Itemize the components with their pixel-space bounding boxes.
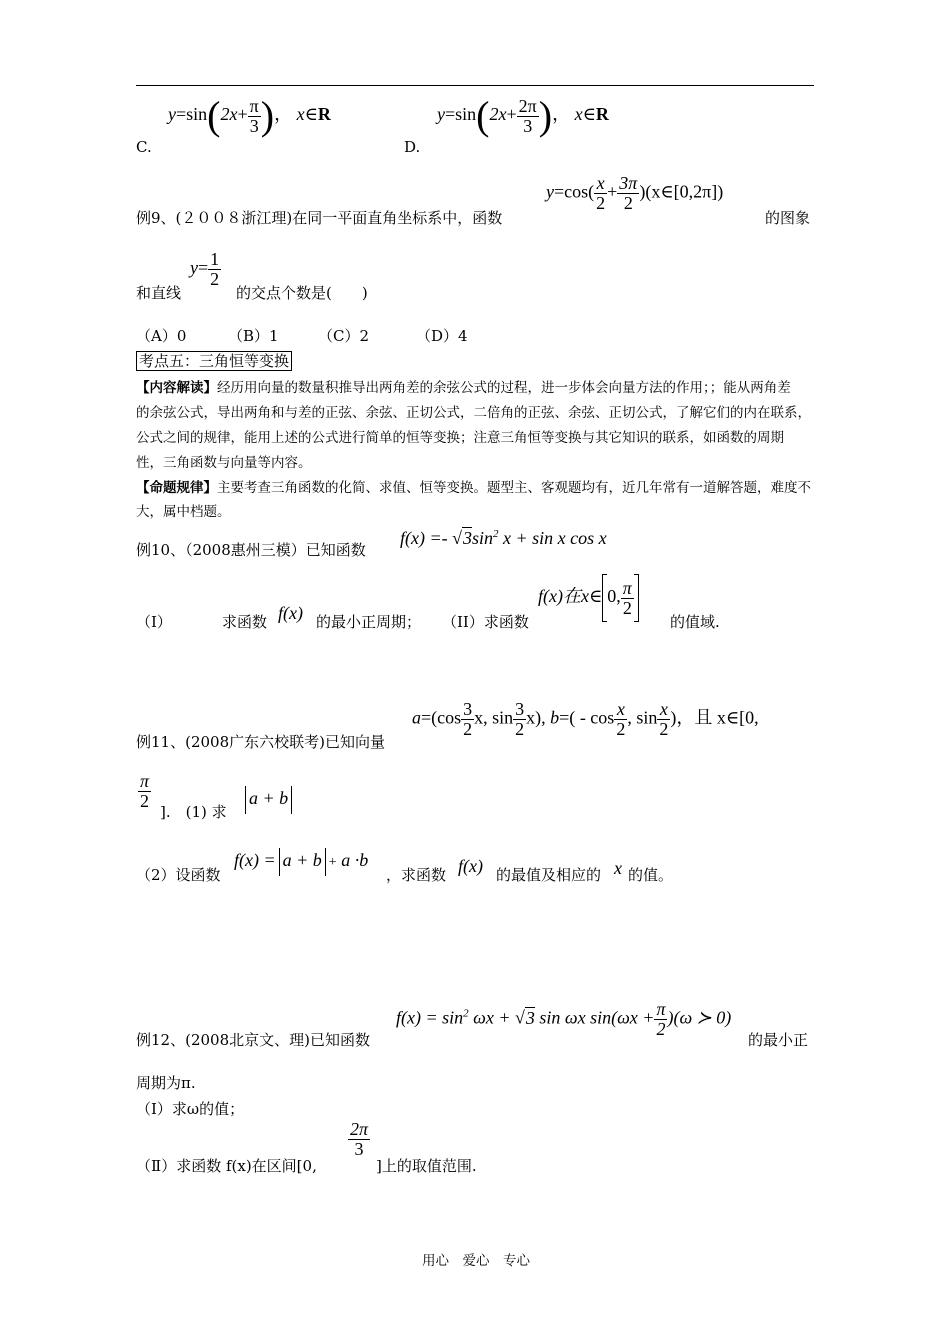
section5-content-line1: 【内容解读】经历用向量的数量积推导出两角差的余弦公式的过程，进一步体会向量方法的作用；；能从两角差 <box>136 380 791 396</box>
section5-rule-line1: 【命题规律】主要考查三角函数的化简、求值、恒等变换。题型主、客观题均有，近几年常有一道解答题，难度不 <box>136 480 811 496</box>
option-c-formula: y=sin(2x+ $\frac{\pi}{3}$ )， x∈R <box>168 93 331 138</box>
section5-title: 考点五：三角恒等变换 <box>136 350 292 371</box>
example10-part2-formula: f(x)在x∈ 0, $\frac{\pi}{2}$ <box>538 574 639 622</box>
example10-part2-label: （II）求函数 <box>442 613 529 631</box>
example11-part2-fx: f(x) <box>458 856 483 876</box>
example9-choice-b: （B）1 <box>228 327 279 345</box>
example12-part2-b: ]上的取值范围. <box>376 1157 477 1175</box>
example11-part2-label: （2）设函数 <box>136 866 221 884</box>
section5-content-line4: 性，三角函数与向量等内容。 <box>136 455 312 471</box>
example10-part1-tail: 的最小正周期； <box>316 613 422 631</box>
page-footer: 用心 爱心 专心 <box>422 1253 530 1269</box>
example12-part2-a: （Ⅱ）求函数 f(x)在区间[0, <box>136 1157 317 1175</box>
section5-content-line3: 公式之间的规律，能用上述的公式进行简单的恒等变换；注意三角恒等变换与其它知识的联系，如函数的周期 <box>136 430 784 446</box>
example11-part2-text2: 的最值及相应的 <box>496 866 602 884</box>
example10-part2-tail: 的值域. <box>670 613 720 631</box>
example12-part1: （Ⅰ）求ω的值； <box>136 1100 245 1118</box>
option-d-formula: y=sin(2x+ $\frac{2\pi}{3}$ )， x∈R <box>437 93 609 138</box>
option-d-label: D. <box>404 138 421 156</box>
example11-text: 例11、(2008广东六校联考)已知向量 <box>136 733 385 751</box>
example12-part2-frac: $\frac{2\pi}{3}$ <box>350 1119 369 1159</box>
example9-choice-c: （C）2 <box>318 327 370 345</box>
example9-line2-a: 和直线 <box>136 284 182 302</box>
example9-line-formula: y= $\frac{1}{2}$ <box>190 249 220 289</box>
example10-part1-fx: f(x) <box>278 603 303 623</box>
example11-line2-text: ]. (1) 求 <box>160 803 227 821</box>
example12-formula: $f(x) = \sin^2 \omega x + √3$ sin ωx sin(ωx + $\frac{\pi}{2}$ )(ω ≻ 0) <box>396 999 732 1039</box>
example9-text: 例9、(２００８浙江理)在同一平面直角坐标系中，函数 <box>136 209 503 227</box>
example9-formula: y=cos( $\frac{x}{2}$ + $\frac{3\pi}{2}$ )(x∈[0,2π]) <box>546 173 724 213</box>
example11-part2-formula: f(x) = a + b + a ·b <box>234 848 368 876</box>
example9-text-tail: 的图象 <box>765 209 811 227</box>
example11-abs-expr: a + b <box>242 786 295 814</box>
section5-rule-line2: 大，属中档题。 <box>136 504 231 520</box>
section5-content-line2: 的余弦公式，导出两角和与差的正弦、余弦、正切公式，二倍角的正弦、余弦、正切公式，了解它们的内在联系， <box>136 405 811 421</box>
example9-line2-b: 的交点个数是( ) <box>236 284 368 302</box>
example10-part1-text: 求函数 <box>222 613 268 631</box>
example12-line2: 周期为π. <box>136 1074 196 1092</box>
example10-text: 例10、（2008惠州三模）已知函数 <box>136 541 366 559</box>
header-rule <box>136 85 814 86</box>
example11-part2-x: x <box>614 858 622 878</box>
example12-text-tail: 的最小正 <box>748 1031 809 1049</box>
example11-vector-a: a=(cos $\frac{3}{2}$ x, sin $\frac{3}{2}$ x), b=( - cos $\frac{x}{2}$ , sin $\frac{x}{2}$ )，且 x∈[0, <box>412 699 759 739</box>
example11-line2-frac: $\frac{\pi}{2}$ <box>140 771 150 811</box>
example12-text: 例12、(2008北京文、理)已知函数 <box>136 1031 370 1049</box>
example11-part2-text3: 的值。 <box>628 866 674 884</box>
example11-part2-text: ，求函数 <box>386 866 447 884</box>
example9-choice-d: （D）4 <box>416 327 468 345</box>
example10-formula: $f(x) =- √3\sin^2$ x + sin x cos x <box>400 528 607 548</box>
option-c-label: C. <box>136 138 152 156</box>
example9-choice-a: （A）0 <box>136 327 187 345</box>
example10-part1-label: （I） <box>136 613 172 631</box>
